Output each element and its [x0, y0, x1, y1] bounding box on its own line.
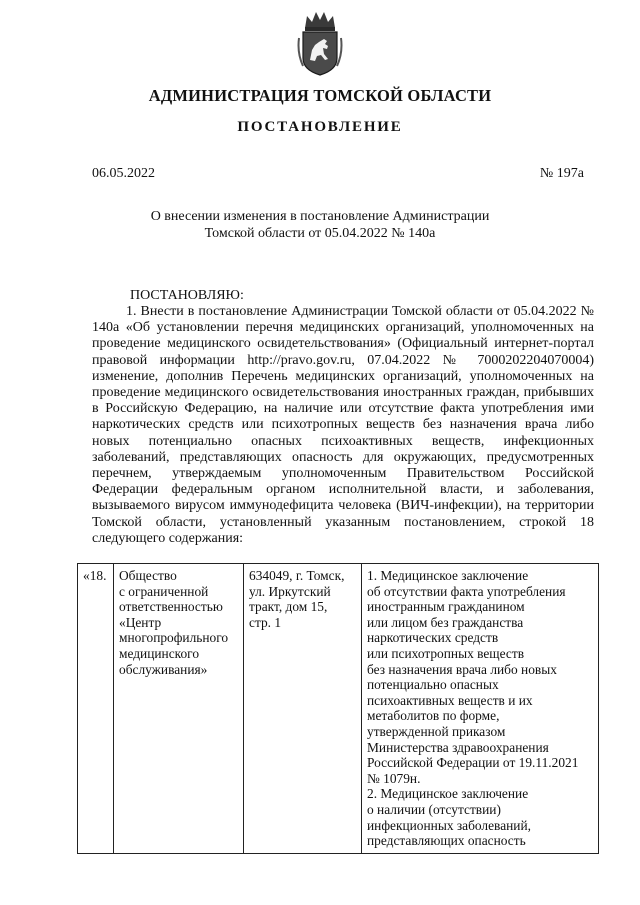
cell-line: 2. Медицинское заключение: [367, 786, 529, 802]
subject-line: О внесении изменения в постановление Администрации: [150, 209, 490, 224]
row-number: «18.: [83, 568, 107, 583]
cell-line: об отсутствии факта употребления: [367, 583, 566, 599]
decree-word: ПОСТАНОВЛЯЮ:: [130, 288, 244, 303]
document-type-title: ПОСТАНОВЛЕНИЕ: [237, 119, 403, 135]
cell-line: медицинского: [119, 645, 200, 661]
cell-line: «Центр: [119, 614, 162, 630]
cell-line: или лицом без гражданства: [367, 614, 524, 630]
organization-table: [77, 563, 599, 854]
organization-title: АДМИНИСТРАЦИЯ ТОМСКОЙ ОБЛАСТИ: [148, 86, 492, 105]
cell-line: наркотических средств: [367, 630, 499, 646]
decree-paragraph: 1. Внести в постановление Администрации Томской области от 05.04.2022 № 140а «Об установлении перечня медицинских организаций, уполномоченных на проведение медицинского освидетельствования» (Официальный интернет-портал правовой информации http://pravo.gov.ru, 07.04.2022 № 7000202204070004) изменение, дополнив Перечень медицинских организаций, уполномоченных на проведение медицинского освидетельствования иностранных граждан, прибывших в Российскую Федерацию, на наличие или отсутствие факта употребления ими наркотических средств или психотропных веществ без назначения врача либо новых потенциально опасных психоактивных веществ, инфекционных заболеваний, представляющих опасность для окружающих, предусмотренных перечнем, утверждаемым уполномоченным Правительством Российской Федерации федеральным органом исполнительной власти, и заболевания, вызываемого вирусом иммунодефицита человека (ВИЧ-инфекции), на территории Томской области, установленный указанным постановлением, строкой 18 следующего содержания:: [92, 304, 594, 546]
tomsk-coat-of-arms-icon: [297, 8, 343, 78]
row-number-cell: [78, 564, 114, 854]
table-row: [78, 564, 599, 854]
cell-line: Российской Федерации от 19.11.2021: [367, 755, 579, 771]
address-cell: [244, 564, 362, 854]
cell-line: стр. 1: [249, 614, 282, 630]
cell-line: представляющих опасность: [367, 833, 526, 849]
cell-line: утвержденной приказом: [367, 723, 506, 739]
cell-line: без назначения врача либо новых: [367, 661, 557, 677]
cell-line: ответственностью: [119, 599, 223, 615]
subject-line: Томской области от 05.04.2022 № 140а: [204, 226, 436, 241]
cell-line: № 1079н.: [367, 770, 421, 786]
cell-line: или психотропных веществ: [367, 645, 525, 661]
cell-line: обслуживания»: [119, 661, 208, 677]
organization-cell: [114, 564, 244, 854]
cell-line: 1. Медицинское заключение: [367, 568, 529, 583]
cell-line: тракт, дом 15,: [249, 599, 328, 615]
cell-line: психоактивных веществ и их: [367, 692, 533, 708]
cell-line: Общество: [119, 568, 177, 583]
document-number: № 197а: [539, 166, 584, 181]
cell-line: многопрофильного: [119, 630, 229, 646]
cell-line: потенциально опасных: [367, 677, 499, 693]
cell-line: метаболитов по форме,: [367, 708, 500, 724]
cell-line: 634049, г. Томск,: [249, 568, 345, 583]
document-subject: [0, 208, 640, 242]
cell-line: с ограниченной: [119, 583, 209, 599]
cell-line: Министерства здравоохранения: [367, 739, 549, 755]
cell-line: о наличии (отсутствии): [367, 801, 501, 817]
cell-line: иностранным гражданином: [367, 599, 525, 615]
cell-line: инфекционных заболеваний,: [367, 817, 531, 833]
documents-cell: [362, 564, 599, 854]
document-date: 06.05.2022: [92, 166, 155, 181]
cell-line: ул. Иркутский: [249, 583, 331, 599]
